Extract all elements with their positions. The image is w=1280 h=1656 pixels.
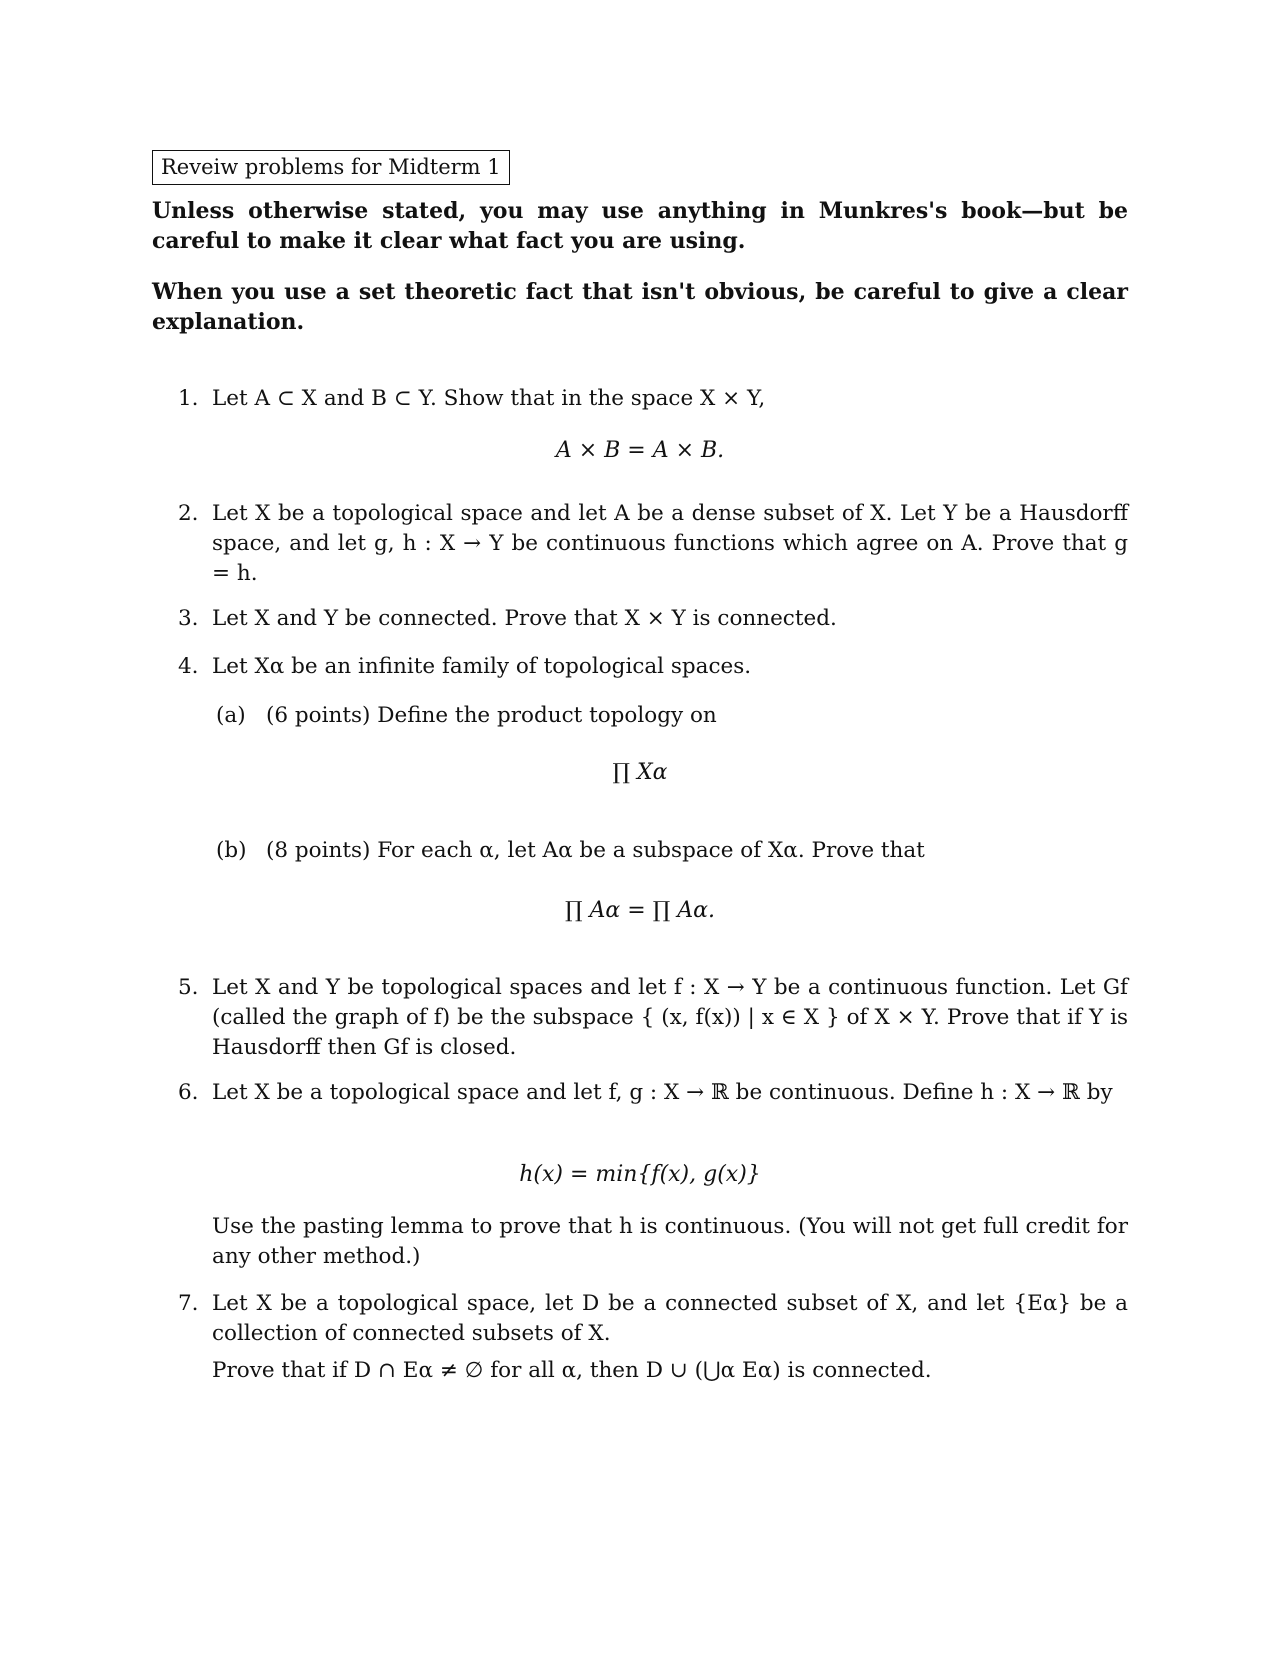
intro-paragraph-1: Unless otherwise stated, you may use anything in Munkres's book—but be careful to make it clear what fact you are using. [152,198,1128,254]
problem-text: Let X and Y be connected. Prove that X × Y is connected. [212,606,837,631]
problem-number: 4. [178,654,199,679]
problem-4b-equation [0,896,1280,926]
problem-text: Let X be a topological space and let f, g : X → ℝ be continuous. Define h : X → ℝ by [212,1080,1113,1105]
problem-number: 5. [178,975,199,1000]
problem-text: Let A ⊂ X and B ⊂ Y. Show that in the space X × Y, [212,386,766,411]
problem-text: Let Xα be an infinite family of topological spaces. [212,654,752,679]
problem-4a [216,701,1128,731]
problem-text-continued: Prove that if D ∩ Eα ≠ ∅ for all α, then D ∪ (⋃α Eα) is connected. [212,1358,932,1383]
problem-number: 6. [178,1080,199,1105]
problem-7-continued [152,1356,1128,1386]
part-text: (8 points) For each α, let Aα be a subspace of Xα. Prove that [266,838,925,863]
problem-text: Let X be a topological space and let A be a dense subset of X. Let Y be a Hausdorff space, and let g, h : X → Y be continuous functions which agree on A. Prove that g = h. [212,501,1128,586]
problem-3 [152,604,1128,634]
problem-text: Let X and Y be topological spaces and let f : X → Y be a continuous function. Let Gf (called the graph of f) be the subspace { (x, f(x)) | x ∈ X } of X × Y. Prove that if Y is Hausdorff then Gf is closed. [212,975,1128,1060]
problem-4 [152,652,1128,682]
problem-7 [152,1289,1128,1349]
part-text: (6 points) Define the product topology on [266,703,717,728]
problem-number: 7. [178,1291,199,1316]
intro-paragraph-2: When you use a set theoretic fact that isn't obvious, be careful to give a clear explanation. [152,279,1128,335]
equation-text: h(x) = min{f(x), g(x)} [519,1162,761,1187]
problem-4a-equation [0,758,1280,788]
problem-2 [152,499,1128,589]
problem-5 [152,973,1128,1063]
problem-6-continued [152,1212,1128,1272]
problem-4b [216,836,1128,866]
problem-1 [152,384,1128,414]
problem-6 [152,1078,1128,1108]
problem-number: 3. [178,606,199,631]
equation-text: ∏ Aα = ∏ Aα. [565,898,715,923]
problem-6-equation [0,1160,1280,1190]
part-label: (b) [216,838,247,863]
problem-number: 1. [178,386,199,411]
equation-text: ∏ Xα [612,760,668,785]
problem-text-continued: Use the pasting lemma to prove that h is continuous. (You will not get full credit for any other method.) [212,1214,1128,1269]
problem-1-equation [0,436,1280,466]
document-title: Reveiw problems for Midterm 1 [152,150,510,185]
problem-number: 2. [178,501,199,526]
equation-text: A × B = A × B. [555,438,725,463]
part-label: (a) [216,703,246,728]
problem-text: Let X be a topological space, let D be a connected subset of X, and let {Eα} be a collection of connected subsets of X. [212,1291,1128,1346]
